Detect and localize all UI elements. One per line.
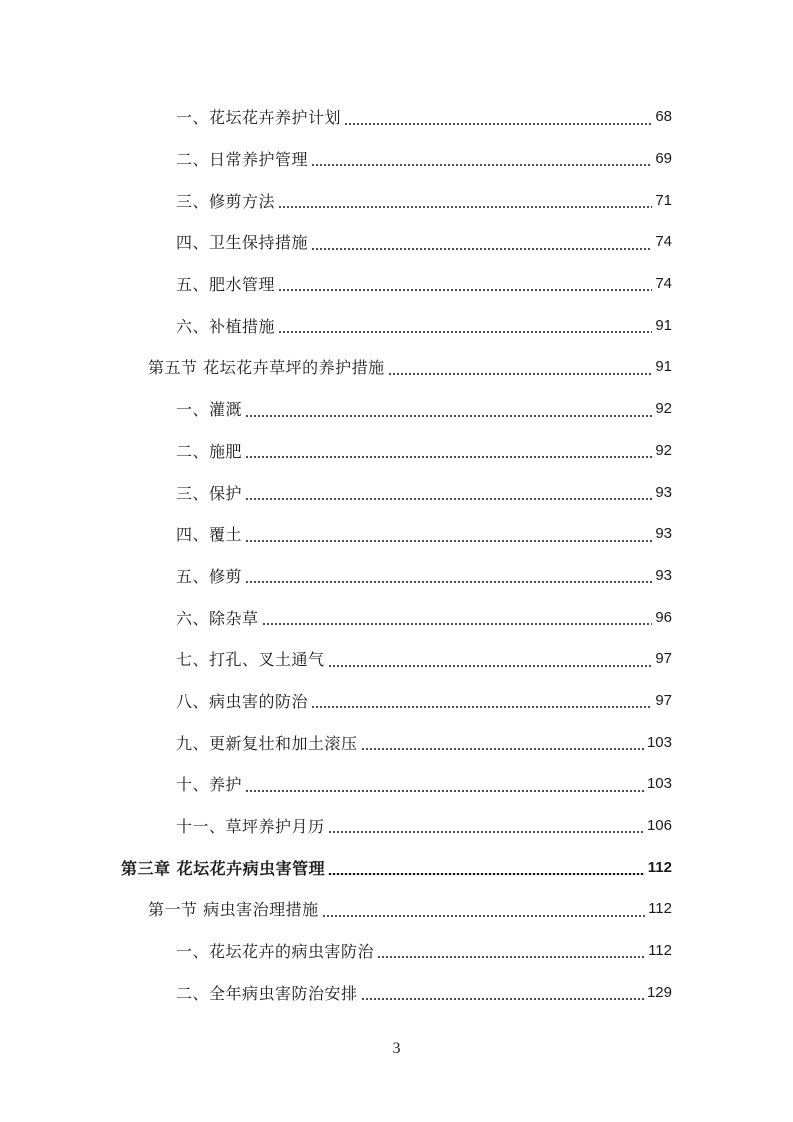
- dot-leader: [388, 373, 653, 375]
- toc-entry-page: 112: [647, 858, 672, 876]
- toc-entry-title: 三、保护: [176, 483, 243, 503]
- toc-entry[interactable]: [0, 138, 793, 180]
- toc-entry[interactable]: [0, 971, 793, 1013]
- toc-entry-page: 97: [655, 650, 672, 668]
- toc-entry-page: 92: [655, 441, 672, 459]
- toc-entry-title: 四、覆土: [176, 525, 243, 545]
- dot-leader: [328, 873, 645, 875]
- toc-entry-page: 92: [655, 400, 672, 418]
- dot-leader: [245, 498, 652, 500]
- toc-entry[interactable]: [0, 513, 793, 555]
- dot-leader: [245, 540, 652, 542]
- toc-entry-page: 96: [655, 608, 672, 626]
- dot-leader: [262, 623, 653, 625]
- toc-entry[interactable]: [0, 805, 793, 847]
- toc-entry-page: 93: [655, 525, 672, 543]
- toc-entry[interactable]: [0, 721, 793, 763]
- dot-leader: [278, 331, 652, 333]
- dot-leader: [311, 164, 652, 166]
- toc-entry[interactable]: [0, 430, 793, 472]
- dot-leader: [344, 123, 652, 125]
- toc-entry[interactable]: [0, 221, 793, 263]
- toc-entry-page: 74: [655, 233, 672, 251]
- toc-entry-page: 112: [648, 900, 672, 918]
- toc-entry-title: 七、打孔、叉土通气: [176, 650, 325, 670]
- toc-entry-title: 十、养护: [176, 775, 243, 795]
- toc-entry[interactable]: [0, 96, 793, 138]
- toc-entry-title: 一、灌溉: [176, 400, 243, 420]
- toc-entry-title: 八、病虫害的防治: [176, 691, 309, 711]
- toc-entry-title: 第三章 花坛花卉病虫害管理: [121, 858, 326, 878]
- toc-entry-page: 74: [655, 275, 672, 293]
- toc-entry-title: 二、全年病虫害防治安排: [176, 983, 358, 1003]
- dot-leader: [377, 956, 645, 958]
- toc-entry-title: 第一节 病虫害治理措施: [148, 900, 319, 920]
- toc-entry[interactable]: [0, 596, 793, 638]
- toc-entry-title: 三、修剪方法: [176, 191, 276, 211]
- toc-entry[interactable]: [0, 304, 793, 346]
- table-of-contents: [0, 96, 793, 1013]
- toc-entry[interactable]: [0, 263, 793, 305]
- toc-entry-page: 91: [655, 316, 672, 334]
- dot-leader: [328, 831, 644, 833]
- page-number: 3: [392, 1040, 401, 1057]
- toc-entry-page: 93: [655, 483, 672, 501]
- toc-entry-title: 六、补植措施: [176, 316, 276, 336]
- dot-leader: [322, 915, 645, 917]
- toc-entry-page: 68: [655, 108, 672, 126]
- dot-leader: [311, 248, 652, 250]
- toc-entry-title: 五、修剪: [176, 566, 243, 586]
- toc-entry[interactable]: [0, 680, 793, 722]
- dot-leader: [361, 998, 644, 1000]
- toc-entry[interactable]: [0, 346, 793, 388]
- toc-entry-page: 103: [646, 775, 672, 793]
- toc-entry-title: 二、日常养护管理: [176, 150, 309, 170]
- toc-entry-title: 二、施肥: [176, 441, 243, 461]
- toc-entry-page: 93: [655, 566, 672, 584]
- toc-entry[interactable]: [0, 179, 793, 221]
- toc-entry-page: 129: [646, 983, 672, 1001]
- toc-entry[interactable]: [0, 388, 793, 430]
- toc-entry-page: 91: [655, 358, 672, 376]
- toc-entry-title: 十一、草坪养护月历: [176, 817, 325, 837]
- toc-entry[interactable]: [0, 638, 793, 680]
- dot-leader: [245, 456, 652, 458]
- toc-entry[interactable]: [0, 930, 793, 972]
- toc-entry-page: 97: [655, 691, 672, 709]
- toc-entry-title: 一、花坛花卉的病虫害防治: [176, 942, 375, 962]
- toc-entry-page: 112: [648, 942, 672, 960]
- toc-entry-title: 五、肥水管理: [176, 275, 276, 295]
- toc-entry-page: 106: [646, 817, 672, 835]
- dot-leader: [328, 665, 653, 667]
- toc-entry[interactable]: [0, 888, 793, 930]
- dot-leader: [245, 415, 652, 417]
- toc-entry-title: 九、更新复壮和加土滚压: [176, 733, 358, 753]
- toc-entry-page: 71: [655, 191, 672, 209]
- toc-entry-title: 一、花坛花卉养护计划: [176, 108, 342, 128]
- toc-entry-page: 103: [646, 733, 672, 751]
- dot-leader: [245, 790, 644, 792]
- toc-entry-page: 69: [655, 150, 672, 168]
- dot-leader: [245, 581, 652, 583]
- toc-entry-title: 四、卫生保持措施: [176, 233, 309, 253]
- dot-leader: [278, 206, 652, 208]
- toc-entry[interactable]: [0, 846, 793, 888]
- toc-entry[interactable]: [0, 471, 793, 513]
- toc-entry[interactable]: [0, 763, 793, 805]
- toc-entry[interactable]: [0, 555, 793, 597]
- toc-entry-title: 第五节 花坛花卉草坪的养护措施: [148, 358, 385, 378]
- dot-leader: [311, 706, 652, 708]
- dot-leader: [361, 748, 644, 750]
- dot-leader: [278, 289, 652, 291]
- toc-entry-title: 六、除杂草: [176, 608, 259, 628]
